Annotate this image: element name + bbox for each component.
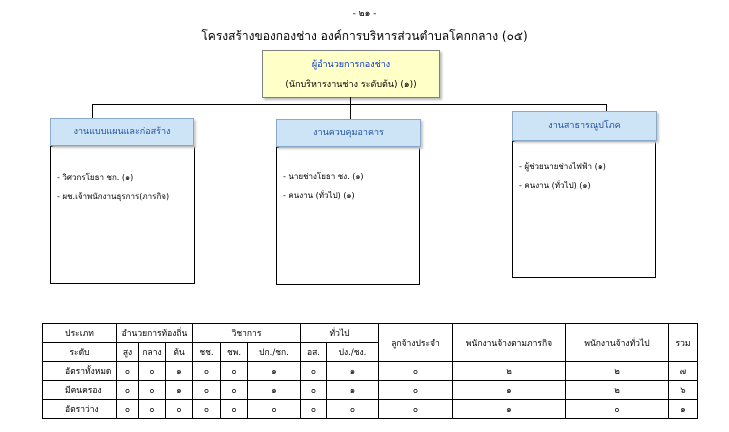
cell: ๗ [669, 362, 698, 381]
department-utilities [512, 111, 658, 281]
cell: ๑ [453, 381, 566, 400]
cell: ๐ [139, 400, 166, 419]
row-label: อัตราทั้งหมด [43, 362, 117, 381]
cell: ๐ [117, 400, 139, 419]
cell: ๐ [221, 400, 248, 419]
cell: ๒ [566, 362, 669, 381]
header-level: ระดับ [43, 343, 117, 362]
cell: ๐ [327, 400, 379, 419]
cell: ๐ [221, 362, 248, 381]
head-box [262, 50, 440, 98]
staffing-table [42, 323, 698, 419]
cell: ๑ [669, 400, 698, 419]
header-perm-emp: ลูกจ้างประจำ [379, 324, 453, 362]
department-utilities-header [512, 111, 657, 141]
sub-level: ชพ. [221, 343, 248, 362]
department-building-control [276, 119, 422, 287]
cell: ๑ [453, 400, 566, 419]
cell: ๐ [379, 400, 453, 419]
cell: ๑ [327, 381, 379, 400]
department-building-control-body [276, 147, 420, 285]
connector-vertical-main [350, 97, 351, 104]
cell: ๑ [248, 362, 301, 381]
department-utilities-body [512, 141, 656, 278]
cell: ๒ [566, 381, 669, 400]
department-planning [50, 118, 196, 286]
cell: ๐ [117, 381, 139, 400]
table-row [43, 362, 698, 381]
cell: ๑ [166, 381, 193, 400]
department-planning-header [50, 118, 194, 146]
department-building-control-header [276, 119, 421, 147]
cell: ๐ [193, 362, 221, 381]
staff-item: - ผู้ช่วยนายช่างไฟฟ้า (๑) [519, 162, 606, 171]
sub-level: กลาง [139, 343, 166, 362]
cell: ๐ [379, 362, 453, 381]
cell: ๐ [301, 362, 327, 381]
header-mgmt: อำนวยการท้องถิ่น [117, 324, 193, 343]
cell: ๒ [453, 362, 566, 381]
sub-level: สูง [117, 343, 139, 362]
header-type: ประเภท [43, 324, 117, 343]
table-header-row [43, 324, 698, 343]
row-label: อัตราว่าง [43, 400, 117, 419]
head-subtitle: (นักบริหารงานช่าง ระดับต้น) (๑)) [285, 80, 417, 90]
header-academic: วิชาการ [193, 324, 301, 343]
table-row [43, 381, 698, 400]
cell: ๑ [327, 362, 379, 381]
department-planning-body [50, 146, 195, 284]
cell: ๐ [301, 381, 327, 400]
staff-item: - คนงาน (ทั่วไป) (๑) [519, 181, 591, 190]
staff-item: - คนงาน (ทั่วไป) (๑) [283, 191, 355, 200]
table-row [43, 400, 698, 419]
sub-level: อส. [301, 343, 327, 362]
sub-level: ปก./ชก. [248, 343, 301, 362]
cell: ๐ [139, 381, 166, 400]
cell: ๑ [166, 362, 193, 381]
department-building-control-title: งานควบคุมอาคาร [313, 128, 384, 138]
cell: ๐ [166, 400, 193, 419]
connector-middle [350, 104, 351, 119]
department-planning-title: งานแบบแผนและก่อสร้าง [73, 127, 171, 137]
cell: ๖ [669, 381, 698, 400]
header-general-emp: พนักงานจ้างทั่วไป [566, 324, 669, 362]
staff-item: - ผช.เจ้าพนักงานธุรการ(ภารกิจ) [57, 192, 170, 201]
cell: ๐ [248, 400, 301, 419]
sub-level: ปง./ชง. [327, 343, 379, 362]
connector-left [92, 104, 93, 118]
cell: ๑ [248, 381, 301, 400]
sub-level: ต้น [166, 343, 193, 362]
header-mission-emp: พนักงานจ้างตามภารกิจ [453, 324, 566, 362]
page-title: โครงสร้างของกองช่าง องค์การบริหารส่วนตำบลโคกกลาง (๐๕) [201, 29, 528, 43]
cell: ๐ [193, 400, 221, 419]
header-general: ทั่วไป [301, 324, 379, 343]
staff-item: - วิศวกรโยธา ชก. (๑) [57, 173, 134, 182]
department-utilities-title: งานสาธารณูปโภค [548, 121, 621, 131]
sub-level: ชช. [193, 343, 221, 362]
cell: ๐ [117, 362, 139, 381]
staff-item: - นายช่างโยธา ชง. (๑) [283, 172, 364, 181]
cell: ๐ [301, 400, 327, 419]
cell: ๐ [566, 400, 669, 419]
page-number: - ๒๑ - [352, 9, 377, 19]
cell: ๐ [139, 362, 166, 381]
row-label: มีคนครอง [43, 381, 117, 400]
cell: ๐ [379, 381, 453, 400]
cell: ๐ [221, 381, 248, 400]
cell: ๐ [193, 381, 221, 400]
header-total: รวม [669, 324, 698, 362]
head-title: ผู้อำนวยการกองช่าง [311, 60, 391, 70]
